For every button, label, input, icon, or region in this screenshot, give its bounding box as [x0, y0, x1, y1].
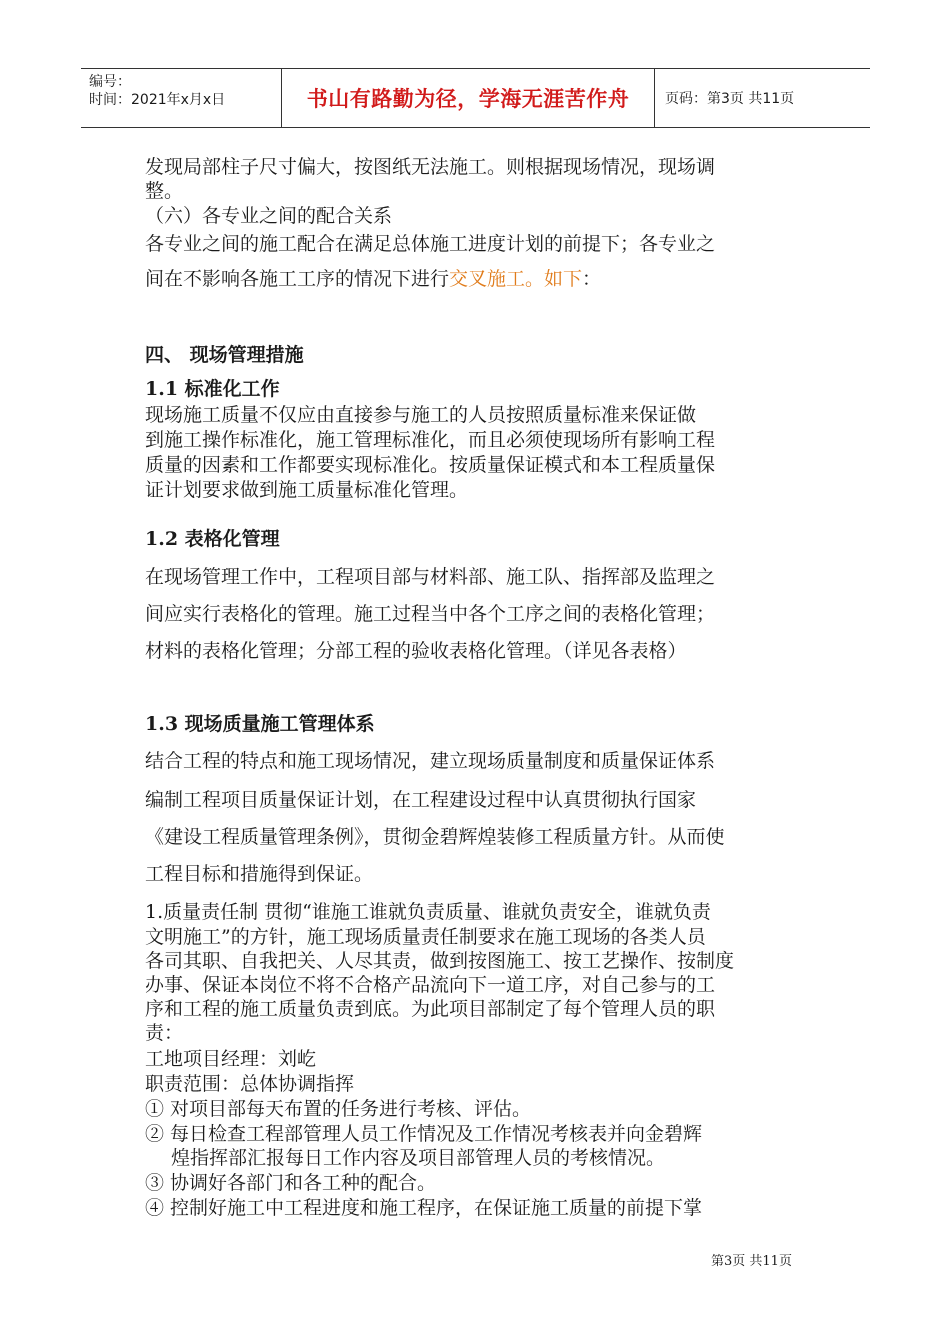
paragraph-line: 责：	[145, 1022, 184, 1044]
paragraph-line	[145, 268, 601, 290]
doc-date-label: 时间：2021年x月x日	[89, 92, 226, 108]
section-subheading: （六）各专业之间的配合关系	[145, 205, 393, 227]
paragraph-line: 发现局部柱子尺寸偏大，按图纸无法施工。则根据现场情况，现场调	[145, 156, 716, 178]
paragraph-line: 《建设工程质量管理条例》，贯彻金碧辉煌装修工程质量方针。从而使	[145, 826, 725, 848]
paragraph-line: 在现场管理工作中，工程项目部与材料部、施工队、指挥部及监理之	[145, 566, 716, 588]
section-heading: 四、 现场管理措施	[145, 344, 304, 366]
subsection-heading: 1.2 表格化管理	[145, 528, 280, 550]
highlighted-text: 交叉施工。如下	[449, 268, 583, 290]
paragraph-line: 文明施工”的方针，施工现场质量责任制要求在施工现场的各类人员	[145, 926, 706, 948]
paragraph-line: 各司其职、自我把关、人尽其责，做到按图施工、按工艺操作、按制度	[145, 950, 735, 972]
paragraph-line: 现场施工质量不仅应由直接参与施工的人员按照质量标准来保证做	[145, 404, 697, 426]
paragraph-line: 质量的因素和工作都要实现标准化。按质量保证模式和本工程质量保	[145, 454, 716, 476]
header-page-code: 页码：第3页 共11页	[665, 91, 795, 107]
header-meta	[89, 69, 281, 127]
text-run: ：	[582, 268, 602, 290]
page-footer: 第3页 共11页	[711, 1254, 792, 1269]
header-motto: 书山有路勤为径，学海无涯苦作舟	[306, 86, 630, 111]
paragraph-line: 整。	[145, 180, 184, 202]
paragraph-line: 材料的表格化管理；分部工程的验收表格化管理。（详见各表格）	[145, 640, 687, 662]
header-page-cell	[653, 69, 870, 127]
paragraph-line: 各专业之间的施工配合在满足总体施工进度计划的前提下；各专业之	[145, 233, 716, 255]
text-run: 间在不影响各施工工序的情况下进行	[145, 268, 450, 290]
paragraph-line: 编制工程项目质量保证计划，在工程建设过程中认真贯彻执行国家	[145, 789, 697, 811]
page-header	[81, 68, 870, 128]
paragraph-line: 工程目标和措施得到保证。	[145, 863, 374, 885]
paragraph-line: 结合工程的特点和施工现场情况，建立现场质量制度和质量保证体系	[145, 750, 716, 772]
manager-line: 工地项目经理：刘屹	[145, 1048, 317, 1070]
list-item: ③ 协调好各部门和各工种的配合。	[145, 1172, 437, 1194]
header-motto-cell	[281, 69, 655, 127]
subsection-heading: 1.3 现场质量施工管理体系	[145, 713, 375, 735]
list-item: ① 对项目部每天布置的任务进行考核、评估。	[145, 1098, 532, 1120]
paragraph-line: 办事、保证本岗位不将不合格产品流向下一道工序，对自己参与的工	[145, 974, 716, 996]
paragraph-line: 序和工程的施工质量负责到底。为此项目部制定了每个管理人员的职	[145, 998, 716, 1020]
list-item: ② 每日检查工程部管理人员工作情况及工作情况考核表并向金碧辉	[145, 1123, 703, 1145]
scope-line: 职责范围：总体协调指挥	[145, 1073, 355, 1095]
doc-number-label: 编号：	[89, 74, 131, 90]
paragraph-line: 间应实行表格化的管理。施工过程当中各个工序之间的表格化管理；	[145, 603, 716, 625]
subsection-heading: 1.1 标准化工作	[145, 378, 280, 400]
paragraph-line: 1.质量责任制 贯彻“谁施工谁就负责质量、谁就负责安全，谁就负责	[145, 901, 711, 923]
paragraph-line: 到施工操作标准化，施工管理标准化，而且必须使现场所有影响工程	[145, 429, 716, 451]
list-item-continuation: 煌指挥部汇报每日工作内容及项目部管理人员的考核情况。	[171, 1147, 666, 1169]
list-item: ④ 控制好施工中工程进度和施工程序，在保证施工质量的前提下掌	[145, 1197, 703, 1219]
paragraph-line: 证计划要求做到施工质量标准化管理。	[145, 479, 469, 501]
